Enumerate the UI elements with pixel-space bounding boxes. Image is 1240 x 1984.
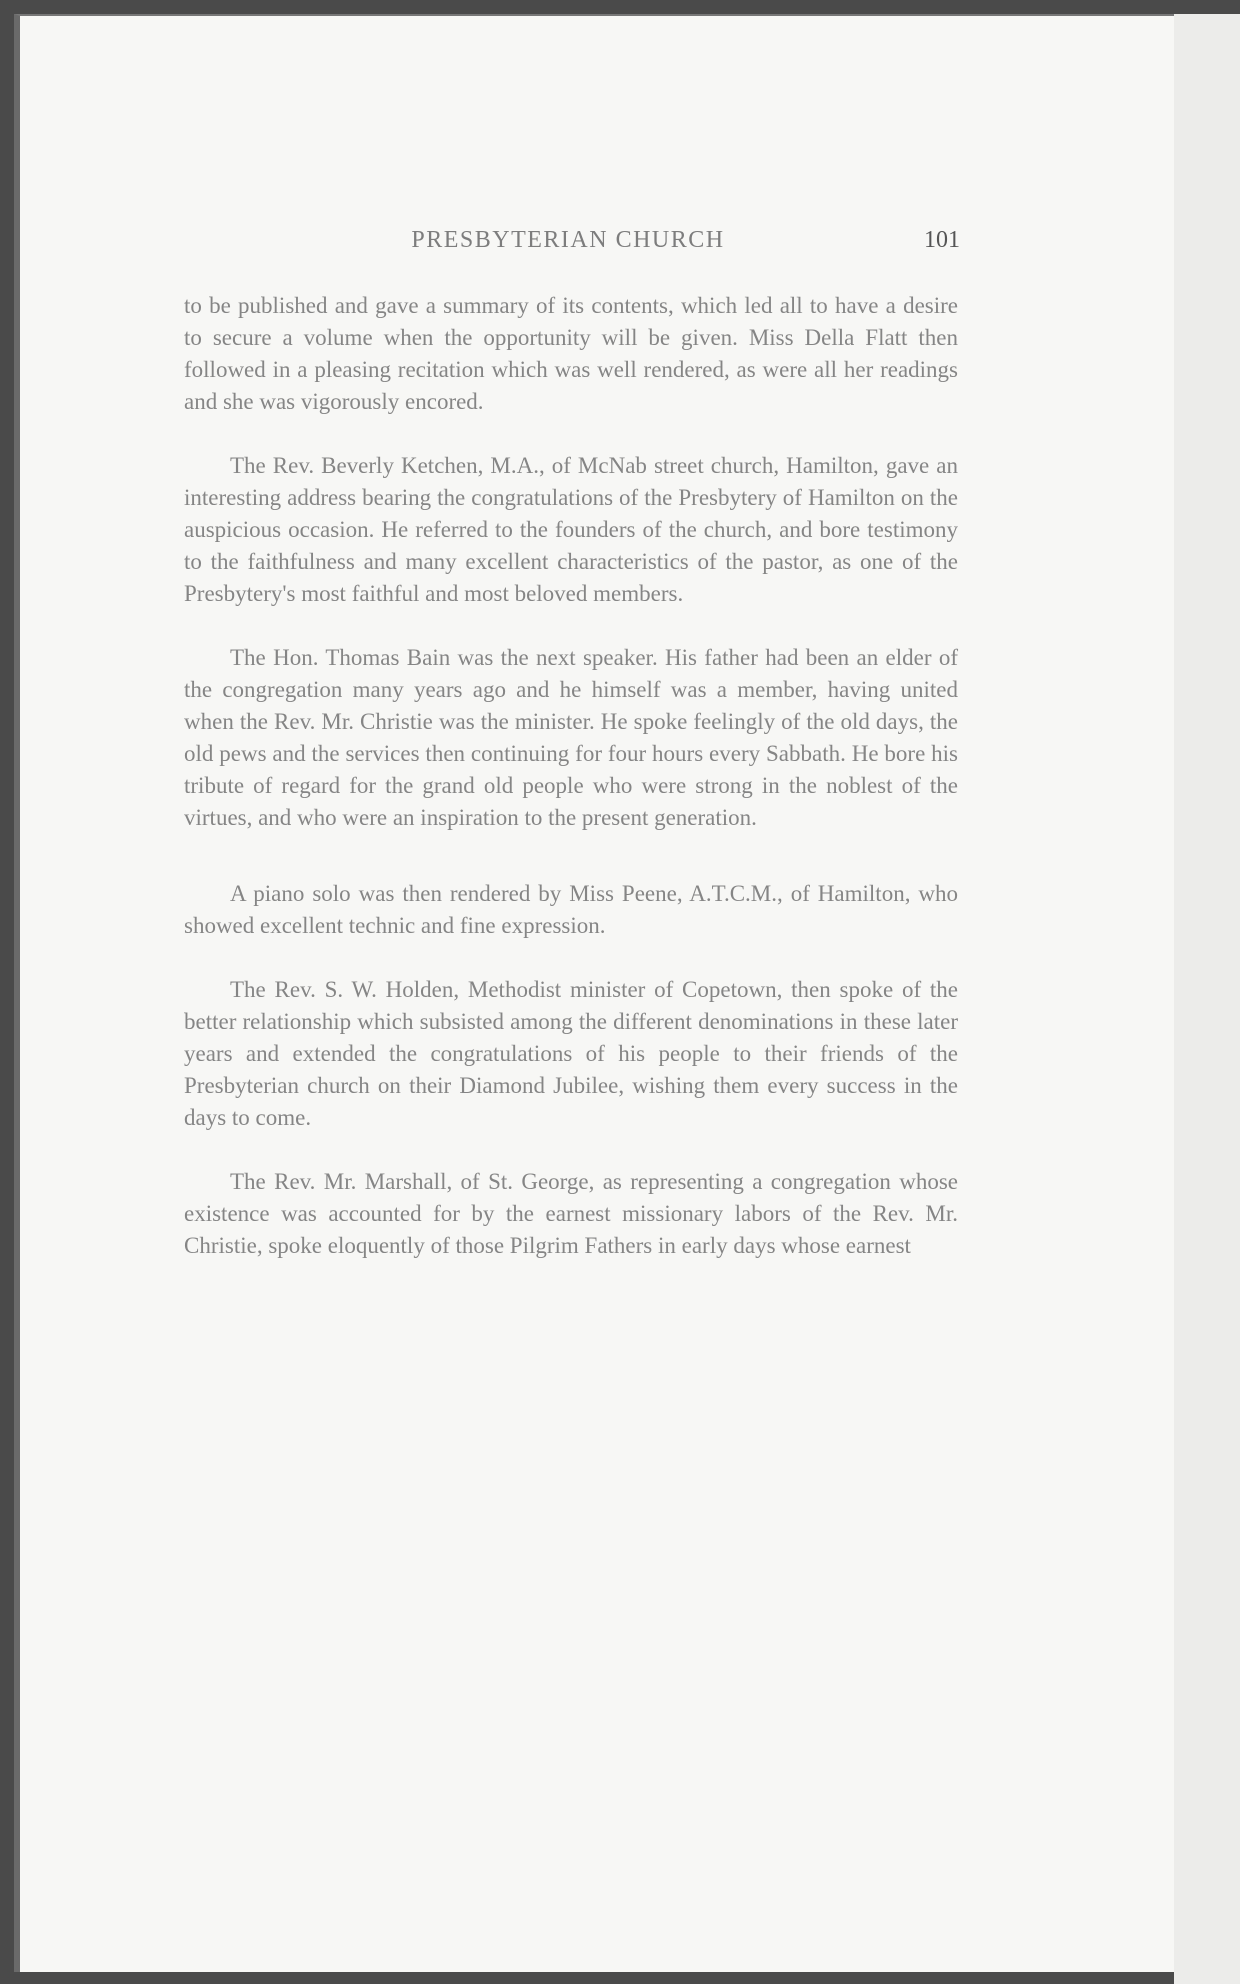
paragraph: The Hon. Thomas Bain was the next speaker. His father had been an elder of the congregation many years ago and he himself was a member, having united when the Rev. Mr. Christie was the minister. He spoke feelingly of the old days, the old pews and the services then continuing for four hours every Sabbath. He bore his tribute of regard for the grand old people who were strong in the noblest of the virtues, and who were an inspiration to the present generation. [184,645,958,830]
paragraph: The Rev. S. W. Holden, Methodist minister of Copetown, then spoke of the better relationship which subsisted among the different denominations in these later years and extended the congratulations of his people to their friends of the Presbyterian church on their Diamond Jubilee, wishing them every success in the days to come. [184,977,958,1130]
paragraph: A piano solo was then rendered by Miss Peene, A.T.C.M., of Hamilton, who showed excellent technic and fine expression. [184,881,958,938]
body-text [184,290,958,1262]
paragraph: to be published and gave a summary of its contents, which led all to have a desire to secure a volume when the opportunity will be given. Miss Della Flatt then followed in a pleasing recitation which was well rendered, as were all her readings and she was vigorously encored. [184,293,958,414]
paragraph: The Rev. Beverly Ketchen, M.A., of McNab street church, Hamilton, gave an interesting address bearing the congratulations of the Presbytery of Hamilton on the auspicious occasion. He referred to the founders of the church, and bore testimony to the faithfulness and many excellent characteristics of the pastor, as one of the Presbytery's most faithful and most beloved members. [184,453,958,606]
page-number: 101 [924,227,960,253]
page-edge [1174,14,1240,1984]
paragraph: The Rev. Mr. Marshall, of St. George, as representing a congregation whose existence was accounted for by the earnest missionary labors of the Rev. Mr. Christie, spoke eloquently of those Pilgrim Fathers in early days whose earnest [184,1169,958,1258]
running-title: PRESBYTERIAN CHURCH [411,227,725,253]
